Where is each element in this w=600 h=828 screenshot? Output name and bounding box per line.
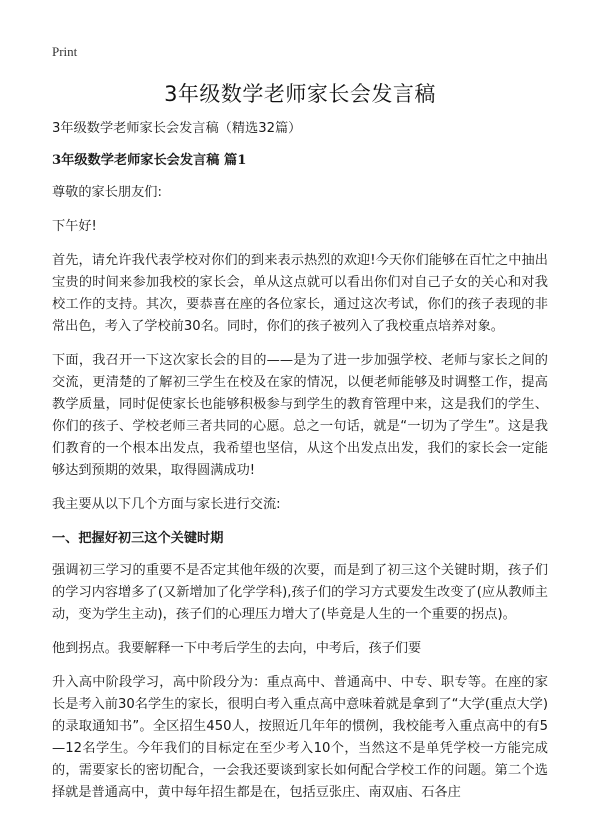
article-subtitle: 3年级数学老师家长会发言稿（精选32篇） xyxy=(52,121,302,136)
print-link[interactable]: Print xyxy=(52,44,78,59)
section-title: 3年级数学老师家长会发言稿 篇1 xyxy=(52,153,247,168)
greeting: 下午好! xyxy=(52,219,97,234)
paragraph: 我主要从以下几个方面与家长进行交流: xyxy=(52,497,281,512)
salutation: 尊敬的家长朋友们: xyxy=(52,185,162,200)
paragraph: 升入高中阶段学习，高中阶段分为：重点高中、普通高中、中专、职专等。在座的家长是考入前30名学生的家长，很明白考入重点高中意味着就是拿到了“大学(重点大学)的录取通知书”。全区招生450人，按照近几年年的惯例，我校能考入重点高中的有5—12名学生。今年我们的目标定在至少考入10个，当然这不是单凭学校一方能完成的，需要家长的密切配合，一会我还要谈到家长如何配合学校工作的问题。第二个选择就是普通高中，黄中每年招生都是在，包括豆张庄、南双庙、石各庄 xyxy=(52,675,548,800)
paragraph: 首先，请允许我代表学校对你们的到来表示热烈的欢迎!今天你们能够在百忙之中抽出宝贵的时间来参加我校的家长会，单从这点就可以看出你们对自己子女的关心和对我校工作的支持。其次，要恭喜在座的各位家长，通过这次考试，你们的孩子表现的非常出色，考入了学校前30名。同时，你们的孩子被列入了我校重点培养对象。 xyxy=(52,253,548,334)
paragraph: 他到拐点。我要解释一下中考后学生的去向，中考后，孩子们要 xyxy=(52,641,422,656)
paragraph: 下面，我召开一下这次家长会的目的——是为了进一步加强学校、老师与家长之间的交流，更清楚的了解初三学生在校及在家的情况，以便老师能够及时调整工作，提高教学质量，同时促使家长也能够积极参与到学生的教育管理中来，这是我们的学生、你们的孩子、学校老师三者共同的心愿。总之一句话，就是“一切为了学生”。这是我们教育的一个根本出发点，我希望也坚信，从这个出发点出发，我们的家长会一定能够达到预期的效果，取得圆满成功! xyxy=(52,353,548,478)
section-heading: 一、把握好初三这个关键时期 xyxy=(52,531,224,546)
paragraph: 强调初三学习的重要不是否定其他年级的次要，而是到了初三这个关键时期，孩子们的学习内容增多了(又新增加了化学学科),孩子们的学习方式要发生改变了(应从教师主动，变为学生主动)，孩子们的心理压力增大了(毕竟是人生的一个重要的拐点)。 xyxy=(52,563,548,622)
page-title: 3年级数学老师家长会发言稿 xyxy=(164,82,436,106)
article-body xyxy=(52,118,548,816)
